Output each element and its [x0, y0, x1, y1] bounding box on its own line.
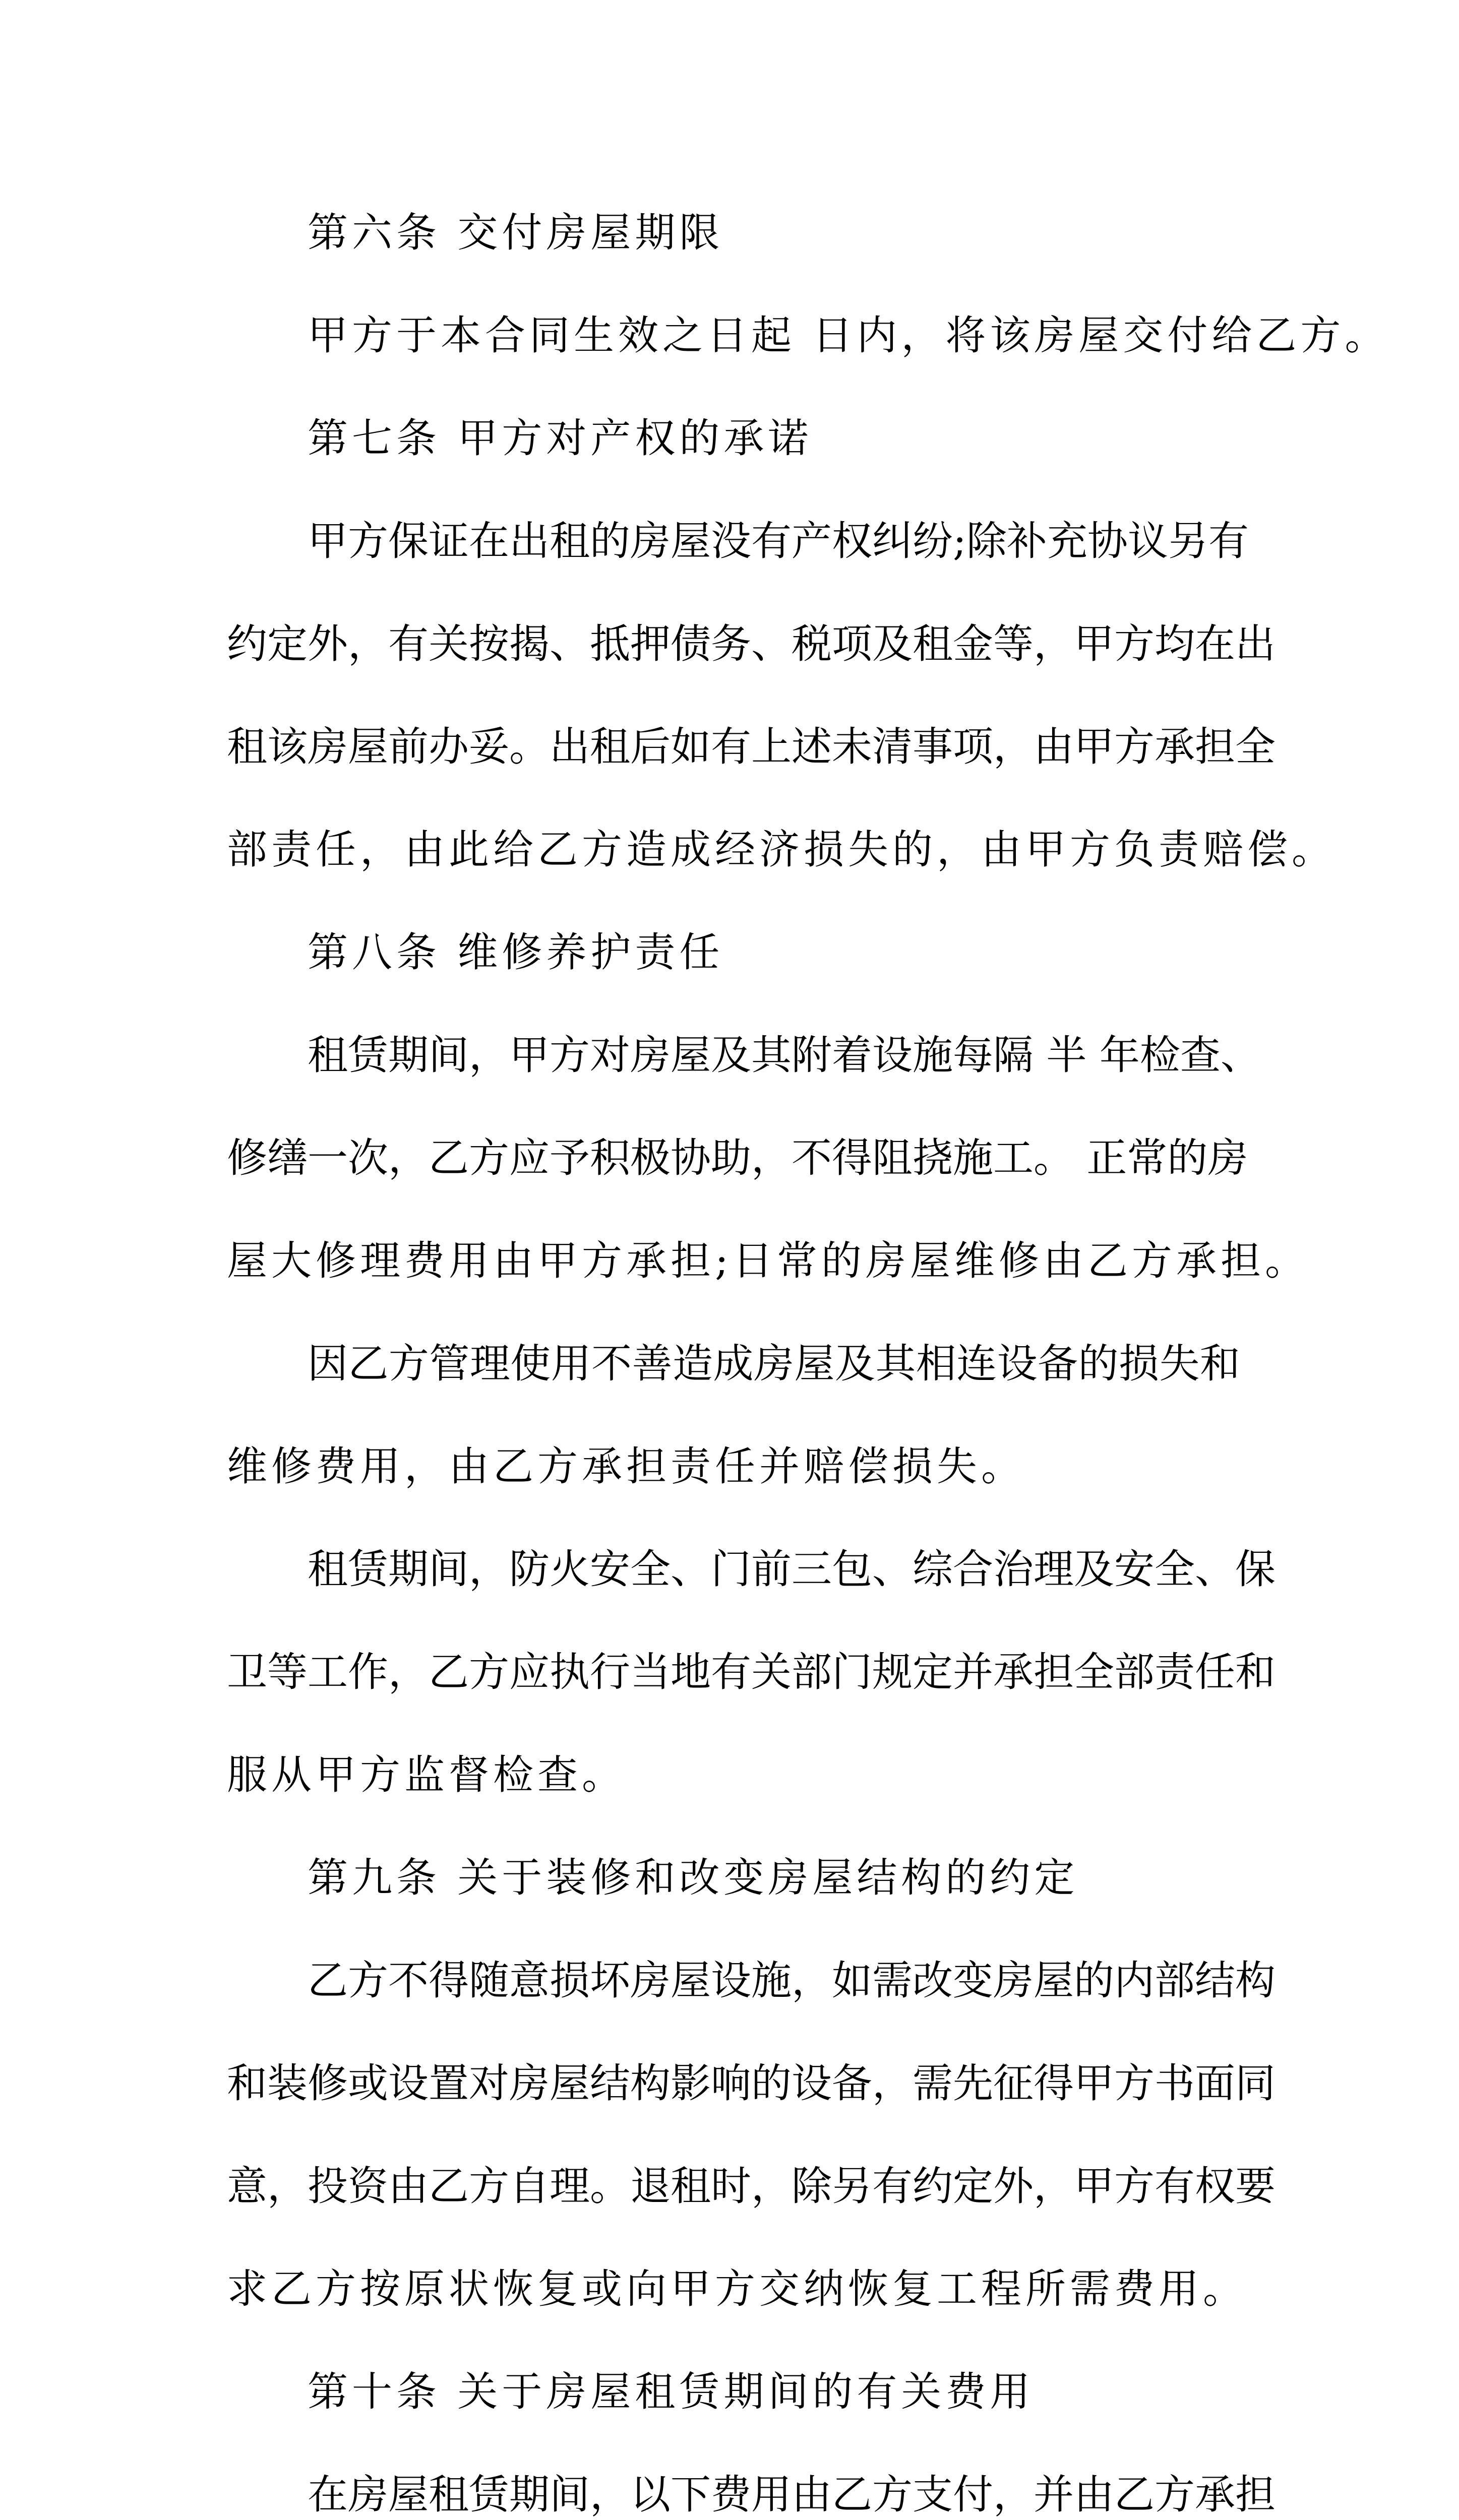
paragraph-line: 维修费用，由乙方承担责任并赔偿损失。 [227, 1443, 1025, 1490]
paragraph-line: 约定外，有关按揭、抵押债务、税项及租金等，甲方均在出 [227, 620, 1275, 667]
paragraph-line: 租赁期间，甲方对房屋及其附着设施每隔 半 年检查、 [308, 1032, 1261, 1079]
heading-article-7: 第七条 甲方对产权的承诺 [308, 415, 813, 462]
paragraph-line: 意，投资由乙方自理。退租时，除另有约定外，甲方有权要 [227, 2163, 1275, 2210]
paragraph-line: 服从甲方监督检查。 [227, 1751, 626, 1798]
paragraph-line: 甲方于本合同生效之日起 日内，将该房屋交付给乙方。 [308, 312, 1389, 359]
paragraph-line: 屋大修理费用由甲方承担;日常的房屋维修由乙方承担。 [227, 1237, 1309, 1284]
heading-article-10: 第十条 关于房屋租赁期间的有关费用 [308, 2368, 1035, 2415]
heading-article-8: 第八条 维修养护责任 [308, 929, 724, 976]
document-page [227, 181, 1389, 2520]
paragraph-line: 部责任，由此给乙方造成经济损失的，由甲方负责赔偿。 [227, 826, 1336, 873]
paragraph-line: 甲方保证在出租的房屋没有产权纠纷;除补充协议另有 [308, 518, 1249, 564]
paragraph-line: 在房屋租赁期间，以下费用由乙方支付，并由乙方承担 [308, 2471, 1275, 2518]
paragraph-line: 租赁期间，防火安全、门前三包、综合治理及安全、保 [308, 1546, 1275, 1593]
heading-article-9: 第九条 关于装修和改变房屋结构的约定 [308, 1854, 1079, 1901]
heading-article-6: 第六条 交付房屋期限 [308, 209, 724, 256]
paragraph-line: 求乙方按原状恢复或向甲方交纳恢复工程所需费用。 [227, 2265, 1247, 2312]
paragraph-line: 乙方不得随意损坏房屋设施，如需改变房屋的内部结构 [308, 1957, 1275, 2004]
paragraph-line: 因乙方管理使用不善造成房屋及其相连设备的损失和 [308, 1340, 1240, 1387]
paragraph-line: 卫等工作，乙方应执行当地有关部门规定并承担全部责任和 [227, 1649, 1275, 1695]
paragraph-line: 租该房屋前办妥。出租后如有上述未清事项，由甲方承担全 [227, 723, 1275, 770]
paragraph-line: 修缮一次，乙方应予积极协助，不得阻挠施工。 正常的房 [227, 1135, 1248, 1181]
paragraph-line: 和装修或设置对房屋结构影响的设备，需先征得甲方书面同 [227, 2060, 1275, 2107]
